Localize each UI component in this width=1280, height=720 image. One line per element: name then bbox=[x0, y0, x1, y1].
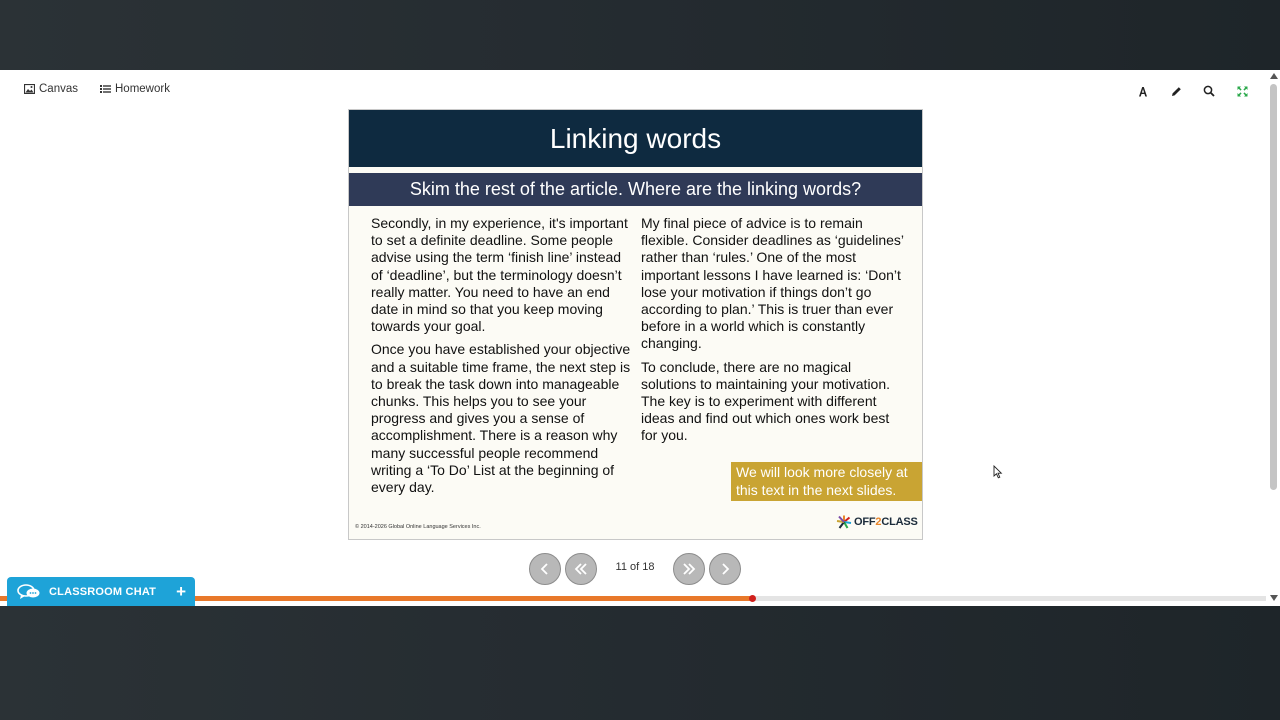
fullscreen-icon bbox=[1237, 86, 1248, 97]
paragraph: Once you have established your objective and a suitable time frame, the next step is to break the task down into manageable chunks. This helps you to see your progress and gives you a sense of accomplishment. There is a reason why many successful people recommend writing a ‘To Do’ List at the beginning of every day. bbox=[371, 341, 631, 496]
previous-slide-button[interactable] bbox=[529, 553, 561, 585]
scroll-down-arrow-icon[interactable] bbox=[1270, 595, 1278, 601]
toolbar-right bbox=[1134, 83, 1266, 99]
lesson-slide bbox=[348, 109, 923, 540]
paragraph: To conclude, there are no magical solutions to maintaining your motivation. The key is to experiment with different ideas and find out which ones work best for you. bbox=[641, 358, 891, 444]
right-text-column bbox=[641, 215, 907, 451]
scrollbar-thumb[interactable] bbox=[1270, 84, 1277, 490]
double-chevron-right-icon bbox=[682, 563, 696, 575]
classroom-chat-button[interactable] bbox=[7, 577, 195, 606]
logo-text-two: 2 bbox=[875, 516, 882, 528]
fullscreen-button[interactable] bbox=[1233, 83, 1251, 99]
chat-label: CLASSROOM CHAT bbox=[49, 585, 157, 598]
paragraph: Secondly, in my experience, it's important to set a definite deadline. Some people advise using the term ‘finish line’ instead of ‘deadline’, but the terminology doesn’t really matter. You need to have an end date in mind so that you keep moving towards your goal. bbox=[371, 215, 628, 335]
chat-bubbles-icon bbox=[17, 584, 41, 600]
logo-text-off: OFF bbox=[854, 516, 876, 528]
double-chevron-left-icon bbox=[574, 563, 588, 575]
first-slide-button[interactable] bbox=[565, 553, 597, 585]
canvas-label: Canvas bbox=[39, 83, 78, 95]
scroll-up-arrow-icon[interactable] bbox=[1270, 73, 1278, 79]
progress-handle[interactable] bbox=[749, 595, 756, 602]
starburst-icon bbox=[836, 515, 852, 529]
mouse-cursor-icon bbox=[993, 465, 1003, 479]
search-icon bbox=[1203, 85, 1215, 97]
image-icon bbox=[24, 84, 35, 94]
vertical-scrollbar[interactable] bbox=[1267, 70, 1280, 606]
pencil-button[interactable] bbox=[1167, 83, 1185, 99]
callout-box: We will look more closely at this text in the next slides. bbox=[731, 462, 923, 501]
homework-label: Homework bbox=[115, 83, 170, 95]
search-button[interactable] bbox=[1200, 83, 1218, 99]
homework-button[interactable] bbox=[100, 83, 170, 95]
slide-subtitle: Skim the rest of the article. Where are the linking words? bbox=[349, 173, 922, 206]
list-icon bbox=[100, 84, 111, 94]
canvas-button[interactable] bbox=[24, 83, 78, 95]
paragraph: My final piece of advice is to remain flexible. Consider deadlines as ‘guidelines’ rather than ‘rules.’ One of the most important lessons I have learned is: ‘Don’t lose your motivation if things don’t go according to plan.’ This is truer than ever before in a world which is constantly changing. bbox=[641, 215, 904, 352]
last-slide-button[interactable] bbox=[673, 553, 705, 585]
copyright-text: © 2014-2026 Global Online Language Services Inc. bbox=[355, 524, 481, 530]
toolbar-left bbox=[24, 83, 192, 95]
next-slide-button[interactable] bbox=[709, 553, 741, 585]
left-text-column bbox=[371, 215, 633, 502]
pencil-icon bbox=[1171, 86, 1182, 97]
page-indicator: 11 of 18 bbox=[615, 561, 655, 573]
font-button[interactable] bbox=[1134, 83, 1152, 99]
logo-text-class: CLASS bbox=[881, 516, 918, 528]
app-window bbox=[0, 70, 1280, 606]
off2class-logo bbox=[836, 515, 918, 529]
chevron-left-icon bbox=[540, 563, 550, 575]
chevron-right-icon bbox=[720, 563, 730, 575]
font-icon bbox=[1138, 86, 1148, 97]
expand-chat-icon[interactable]: + bbox=[176, 582, 186, 601]
slide-title: Linking words bbox=[349, 110, 922, 167]
